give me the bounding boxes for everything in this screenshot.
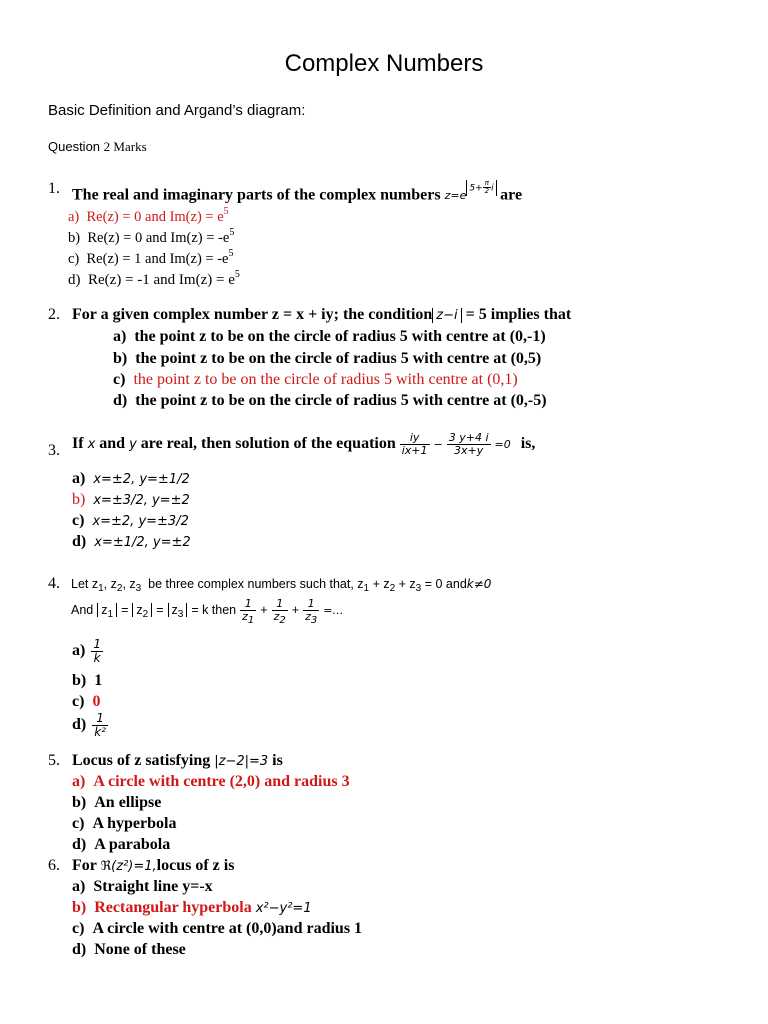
option-frac (92, 712, 108, 738)
option-label: b) (72, 491, 86, 508)
option-expr: x²−y²=1 (255, 901, 312, 916)
option-label: a) (113, 328, 127, 345)
q1-option-a (68, 206, 229, 226)
frac-den: z (273, 609, 280, 623)
option-label: b) (113, 350, 128, 367)
option-text: x=±2, y=±1/2 (93, 472, 190, 487)
page-title: Complex Numbers (284, 50, 484, 77)
q4-frac-3: $\frac{1}{z_3}$ (305, 597, 318, 626)
q2-abs-expr: z−i (432, 308, 461, 323)
q1-option-d (68, 269, 240, 289)
frac-num: 1 (272, 598, 288, 611)
q4-line1-end: = 0 and (424, 577, 467, 591)
option-sup: 5 (228, 248, 234, 259)
q3-text-a: If (72, 435, 84, 453)
marks-value: 2 Marks (103, 139, 147, 154)
option-sup: 5 (234, 269, 240, 280)
option-text: Rectangular hyperbola (94, 899, 252, 916)
q1-exp-den: 2 (484, 187, 490, 196)
q3-tail: is, (520, 435, 536, 453)
option-text: the point z to be on the circle of radius 5 with centre at (0,-1) (134, 328, 546, 345)
frac-num: 1 (303, 598, 319, 611)
q1-option-b (68, 227, 235, 247)
q5-number: 5. (48, 752, 60, 769)
q2-number: 2. (48, 306, 60, 323)
q1-expr-base: z=e (444, 189, 467, 203)
q3-minus: − (433, 437, 443, 451)
q4-line-1: Let $z_1$, $z_2$, $z_3$ be three complex numbers such that, $z_1 + z_2 + z_3 = 0$ andk≠0 (71, 577, 492, 594)
q4-option-b (72, 672, 102, 690)
option-text: Re(z) = 1 and Im(z) = -e (86, 251, 229, 267)
option-text: the point z to be on the circle of radius 5 with centre at (0,5) (135, 350, 542, 367)
option-label: b) (68, 230, 81, 246)
q1-tail: are (500, 186, 523, 204)
option-text: 0 (92, 693, 101, 710)
q1-exp-num: π (483, 180, 491, 188)
q3-option-c (72, 512, 189, 530)
q3-frac-2 (447, 432, 491, 456)
q5-text (72, 752, 283, 770)
q1-number: 1. (48, 180, 60, 197)
q6-number: 6. (48, 857, 60, 874)
q4-frac-2: $\frac{1}{z_2}$ (273, 597, 286, 626)
q2-option-a (113, 328, 546, 346)
q6-option-c (72, 920, 362, 938)
option-label: c) (72, 920, 85, 937)
q3-frac-1 (400, 432, 430, 456)
option-text: Re(z) = 0 and Im(z) = -e (87, 230, 230, 246)
q4-dots: =… (323, 603, 344, 617)
q3-option-b (72, 491, 190, 509)
q3-text-b: and (99, 435, 126, 453)
q3-option-a (72, 470, 190, 488)
frac-den: z (242, 609, 248, 623)
q3-var-x: x (87, 436, 96, 452)
option-label: b) (72, 672, 87, 689)
q4-and: And (71, 603, 94, 618)
q1-exp-tail: i (491, 183, 494, 194)
q4-option-d (72, 712, 108, 738)
option-label: a) (68, 209, 80, 225)
option-label: d) (72, 836, 87, 853)
option-text: the point z to be on the circle of radius 5 with centre at (0,1) (133, 371, 518, 388)
frac-den: z (305, 609, 311, 623)
q6-text (72, 857, 234, 875)
option-label: b) (72, 794, 87, 811)
q5-question: Locus of z satisfying (72, 752, 211, 769)
q5-expr: |z−2|=3 (214, 754, 269, 769)
frac-den: k² (94, 724, 106, 739)
option-label: d) (113, 392, 128, 409)
option-text: x=±1/2, y=±2 (94, 535, 191, 550)
q3-frac2-num: 3 y+4 i (448, 431, 489, 444)
option-frac (91, 638, 103, 664)
frac-num: 1 (92, 712, 108, 726)
q2-option-b (113, 350, 541, 368)
q4-line-2: And $z_1$ = $z_2$ = $z_3$ = k then $\frac{1}{z_1}$ + $\frac{1}{z_2}$ + $\frac{1}{z_3}$ =… (71, 597, 344, 626)
q5-option-c (72, 815, 176, 833)
option-sup: 5 (229, 227, 235, 238)
option-label: a) (72, 773, 86, 790)
section-heading: Basic Definition and Argand’s diagram: (48, 102, 306, 119)
frac-num: 1 (93, 637, 101, 651)
option-text: x=±2, y=±3/2 (92, 514, 189, 529)
option-text: the point z to be on the circle of radius 5 with centre at (0,-5) (135, 392, 547, 409)
option-sup: 5 (223, 206, 229, 217)
q6-question: For (72, 857, 97, 874)
q4-line1-rest: be three complex numbers such that, z (148, 577, 364, 591)
option-label: d) (68, 272, 81, 288)
q4-line1-start: Let z (71, 577, 99, 591)
q4-frac-1: $\frac{1}{z_1}$ (242, 597, 255, 626)
question-label: Question (48, 139, 101, 154)
q3-frac1-num: iy (400, 432, 430, 445)
option-label: a) (72, 642, 86, 660)
option-text: x=±3/2, y=±2 (93, 493, 190, 508)
option-text: A parabola (94, 836, 171, 853)
option-text: A hyperbola (92, 815, 177, 832)
option-label: c) (72, 512, 85, 529)
q6-option-a (72, 878, 213, 896)
q3-text-c: are real, then solution of the equation (140, 435, 396, 453)
q4-option-a (72, 638, 103, 664)
option-label: d) (72, 941, 87, 958)
option-text: Re(z) = 0 and Im(z) = e (86, 209, 224, 225)
q3-var-y: y (129, 436, 137, 452)
option-text: A circle with centre at (0,0)and radius 1 (92, 920, 363, 937)
q6-expr: ℜ(z²)=1, (100, 859, 157, 874)
q1-exp-part: 5+ (469, 183, 483, 194)
q5-option-b (72, 794, 161, 812)
option-label: d) (72, 716, 87, 734)
q5-option-a (72, 773, 350, 791)
q3-number: 3. (48, 442, 60, 459)
q1-option-c (68, 248, 234, 268)
q2-option-d (113, 392, 547, 410)
option-text: None of these (94, 941, 186, 958)
q1-text (72, 180, 522, 204)
q4-eq: = k then (191, 603, 237, 618)
q5-tail: is (272, 752, 283, 769)
option-text: A circle with centre (2,0) and radius 3 (93, 773, 350, 790)
option-label: c) (68, 251, 80, 267)
option-label: b) (72, 899, 87, 916)
option-text: 1 (94, 672, 103, 689)
option-label: a) (72, 470, 86, 487)
q6-option-d (72, 941, 186, 959)
q3-text (72, 432, 535, 456)
q1-exp-frac (483, 180, 491, 196)
q3-frac1-den: ix+1 (401, 443, 428, 457)
option-text: Straight line y=-x (93, 878, 213, 895)
q4-option-c (72, 693, 100, 711)
question-marks (48, 139, 147, 155)
option-text: Re(z) = -1 and Im(z) = e (88, 272, 235, 288)
option-text: An ellipse (94, 794, 162, 811)
q5-option-d (72, 836, 170, 854)
q6-tail: locus of z is (156, 857, 235, 874)
option-label: c) (72, 693, 85, 710)
q2-text (72, 306, 571, 324)
q2-option-c (113, 371, 518, 389)
frac-num: 1 (240, 598, 256, 611)
option-label: a) (72, 878, 86, 895)
q3-option-d (72, 533, 191, 551)
q1-question: The real and imaginary parts of the complex numbers (72, 186, 441, 204)
q2-text-after: = 5 implies that (465, 306, 572, 323)
frac-den: k (93, 650, 101, 665)
option-label: c) (72, 815, 85, 832)
q6-option-b (72, 899, 312, 917)
option-label: d) (72, 533, 87, 550)
q3-eq: =0 (494, 437, 511, 451)
q2-text-before: For a given complex number z = x + iy; the condition (72, 306, 433, 323)
q1-exponent (466, 180, 496, 196)
q4-number: 4. (48, 575, 60, 592)
q4-k-cond: k≠0 (466, 577, 492, 591)
option-label: c) (113, 371, 126, 388)
q3-frac2-den: 3x+y (454, 443, 484, 457)
q1-expression (444, 179, 501, 203)
